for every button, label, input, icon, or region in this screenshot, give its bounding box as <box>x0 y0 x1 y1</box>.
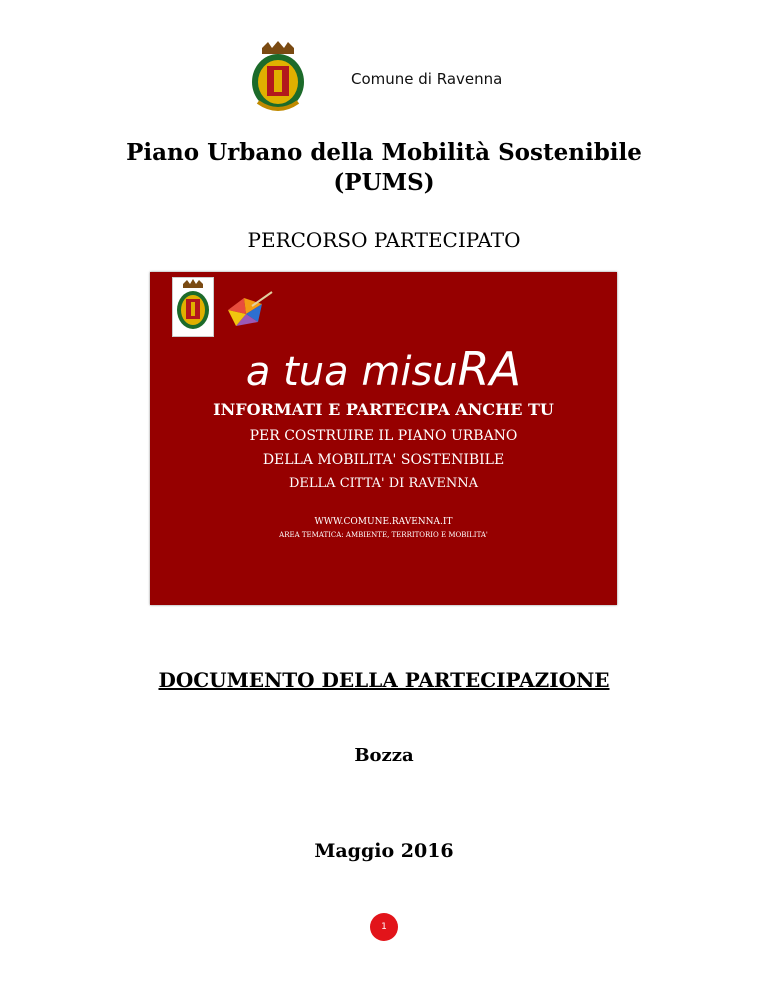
banner-line: DELLA MOBILITA' SOSTENIBILE <box>262 452 505 468</box>
municipality-name: Comune di Ravenna <box>351 70 503 88</box>
banner-crest <box>172 277 214 337</box>
page-number: 1 <box>370 913 398 941</box>
page-title: Piano Urbano della Mobilità Sostenibile (PUMS) <box>126 139 642 196</box>
document-title: DOCUMENTO DELLA PARTECIPAZIONE <box>158 668 610 692</box>
subtitle: PERCORSO PARTECIPATO <box>247 228 521 252</box>
coat-of-arms-icon <box>248 40 308 112</box>
banner-line: INFORMATI E PARTECIPA ANCHE TU <box>213 400 554 419</box>
document-date: Maggio 2016 <box>314 840 454 862</box>
banner-area: AREA TEMATICA: AMBIENTE, TERRITORIO E MOBILITA' <box>279 531 488 539</box>
banner-line: PER COSTRUIRE IL PIANO URBANO <box>249 428 518 444</box>
promo-banner <box>150 272 617 605</box>
document-status: Bozza <box>354 745 414 766</box>
palette-icon <box>222 290 274 330</box>
banner-website: WWW.COMUNE.RAVENNA.IT <box>314 517 453 527</box>
banner-headline: a tua misuRA <box>245 342 522 396</box>
coat-of-arms-icon <box>173 278 213 336</box>
banner-line: DELLA CITTA' DI RAVENNA <box>289 476 478 491</box>
